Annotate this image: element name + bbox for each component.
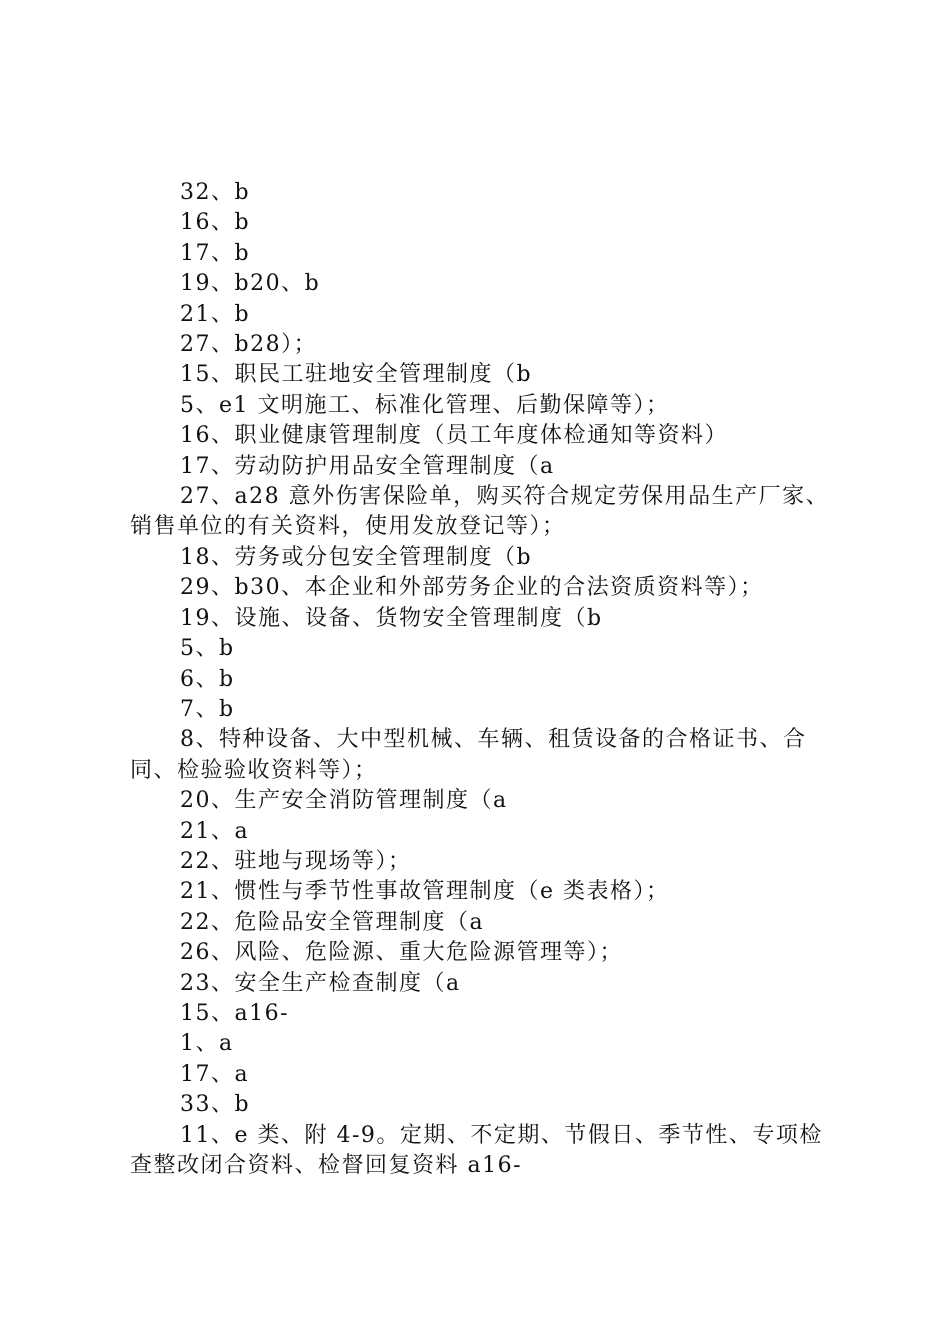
paragraph: 15、职民工驻地安全管理制度（b xyxy=(180,362,533,388)
paragraph: 7、b xyxy=(180,696,235,722)
paragraph: 6、b xyxy=(180,666,235,692)
paragraph: 18、劳务或分包安全管理制度（b xyxy=(180,544,533,570)
paragraph: 29、b30、本企业和外部劳务企业的合法资质资料等）； xyxy=(180,575,764,601)
paragraph: 16、职业健康管理制度（员工年度体检通知等资料） xyxy=(180,423,728,449)
paragraph: 1、a xyxy=(180,1031,234,1057)
paragraph: 23、安全生产检查制度（a xyxy=(180,970,461,996)
paragraph: 8、特种设备、大中型机械、车辆、租赁设备的合格证书、合同、检验验收资料等）； xyxy=(130,727,807,783)
paragraph: 21、a xyxy=(180,818,250,844)
paragraph: 11、e 类、附 4-9。定期、不定期、节假日、季节性、专项检查整改闭合资料、检督回复资料 a16- xyxy=(130,1122,823,1178)
paragraph: 26、风险、危险源、重大危险源管理等）； xyxy=(180,940,623,966)
paragraph: 22、驻地与现场等）； xyxy=(180,848,412,874)
paragraph: 19、设施、设备、货物安全管理制度（b xyxy=(180,605,603,631)
paragraph: 5、b xyxy=(180,636,235,662)
paragraph: 33、b xyxy=(180,1092,251,1118)
paragraph: 17、劳动防护用品安全管理制度（a xyxy=(180,453,555,479)
paragraph: 22、危险品安全管理制度（a xyxy=(180,909,485,935)
paragraph: 19、b20、b xyxy=(180,271,321,297)
paragraph: 27、b28）； xyxy=(180,332,318,358)
paragraph: 5、e1 文明施工、标准化管理、后勤保障等）； xyxy=(180,392,670,418)
paragraph: 32、b xyxy=(180,180,251,205)
document-body xyxy=(130,178,835,1181)
paragraph: 21、惯性与季节性事故管理制度（e 类表格）； xyxy=(180,879,670,905)
paragraph: 20、生产安全消防管理制度（a xyxy=(180,788,508,814)
paragraph: 15、a16- xyxy=(180,1000,290,1026)
paragraph: 17、a xyxy=(180,1061,250,1087)
paragraph: 21、b xyxy=(180,301,251,327)
paragraph: 16、b xyxy=(180,210,251,236)
paragraph: 17、b xyxy=(180,240,251,266)
paragraph: 27、a28 意外伤害保险单，购买符合规定劳保用品生产厂家、销售单位的有关资料，使用发放登记等）； xyxy=(130,484,830,540)
